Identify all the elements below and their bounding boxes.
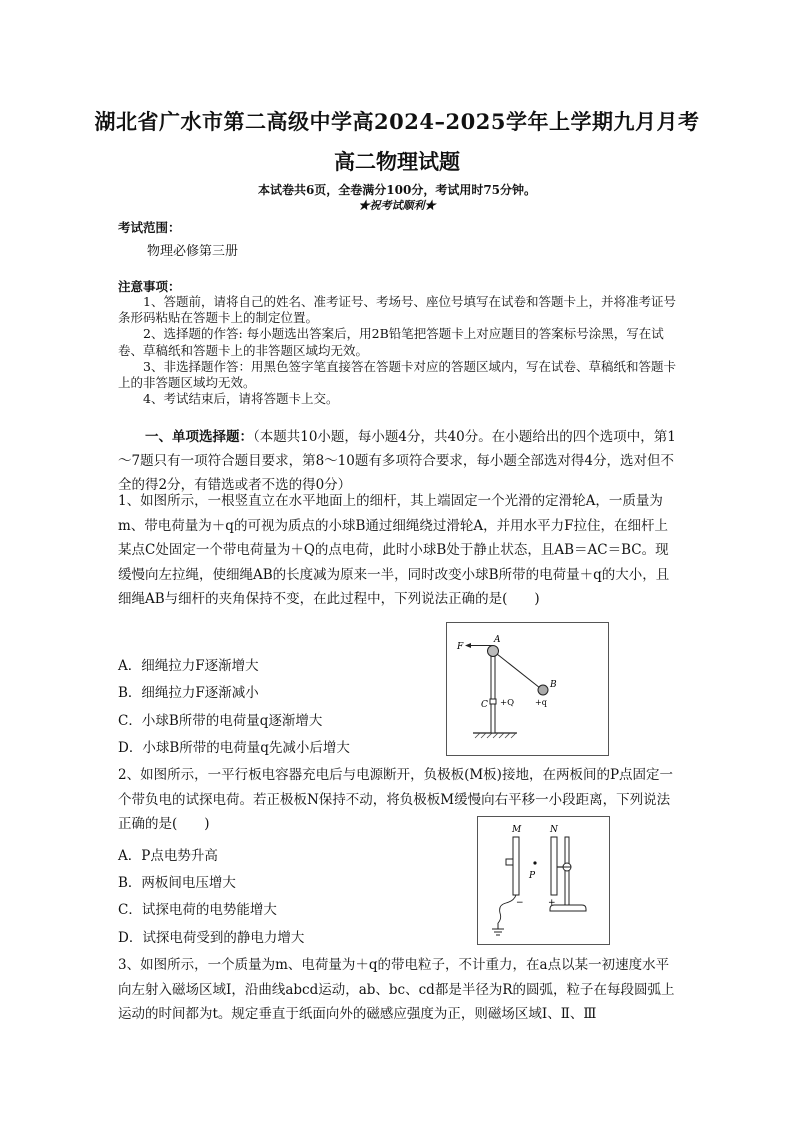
q1-option-b: B．细绳拉力F逐渐减小 [118, 685, 259, 701]
pulley-a [488, 646, 499, 657]
label-m: M [512, 825, 522, 835]
q2-option-a: A．P点电势升高 [118, 848, 218, 864]
question-1-stem: 1、如图所示，一根竖直立在水平地面上的细杆，其上端固定一个光滑的定滑轮A，一质量为m、带电荷量为＋q的可视为质点的小球B通过细绳绕过滑轮A，并用水平力F拉住，在细杆上某点C处固定一个带电荷量为＋Q的点电荷，此时小球B处于静止状态，且AB＝AC＝BC。现缓慢向左拉绳，使细绳AB的长度减为原来一半，同时改变小球B所带的电荷量＋q的大小，且细绳AB与细杆的夹角保持不变，在此过程中，下列说法正确的是( ) [118, 493, 670, 608]
label-a: A [494, 635, 501, 645]
ball-b [538, 685, 548, 695]
label-c: C [481, 700, 488, 710]
note-item: 1、答题前，请将自己的姓名、准考证号、考场号、座位号填写在试卷和答题卡上，并将准考证号条形码粘贴在答题卡上的制定位置。 [118, 294, 676, 326]
vertical-rod [491, 653, 495, 733]
label-n: N [550, 825, 558, 835]
notes-label: 注意事项： [118, 279, 181, 294]
section-heading: 一、单项选择题： [145, 429, 253, 445]
force-arrow [465, 643, 471, 648]
notes-list [118, 294, 678, 407]
exam-slogan: ★祝考试顺利★ [358, 199, 436, 212]
note-item: 2、选择题的作答: 每小题选出答案后，用2B铅笔把答题卡上对应题目的答案标号涂黑，写在试卷、草稿纸和答题卡上的非答题区域均无效。 [118, 326, 664, 358]
stand-rod [565, 837, 569, 909]
section-1 [118, 425, 678, 497]
label-plus: + [548, 898, 556, 908]
label-minus: − [516, 898, 524, 908]
q2-option-b: B．两板间电压增大 [118, 875, 236, 891]
rope-ab [497, 654, 540, 688]
pulley-rod-diagram [447, 623, 608, 755]
question-1-figure [446, 622, 609, 756]
scope-label: 考试范围： [118, 220, 181, 235]
label-f: F [457, 642, 464, 652]
label-q: +q [535, 698, 547, 707]
label-b: B [550, 680, 557, 690]
question-3-stem: 3、如图所示，一个质量为m、电荷量为＋q的带电粒子，不计重力，在a点以某一初速度水平向左射入磁场区域Ⅰ，沿曲线abcd运动，ab、bc、cd都是半径为R的圆弧，粒子在每段圆弧上运动的时间都为t。规定垂直于纸面向外的磁感应强度为正，则磁场区域Ⅰ、Ⅱ、Ⅲ [118, 957, 675, 1023]
question-2-stem: 2、如图所示，一平行板电容器充电后与电源断开，负极板(M板)接地，在两板间的P点固定一个带负电的试探电荷。若正极板N保持不动，将负极板M缓慢向右平移一小段距离，下列说法正确的是( ) [118, 767, 674, 833]
note-item: 3、非选择题作答：用黑色签字笔直接答在答题卡对应的答题区域内，写在试卷、草稿纸和答题卡上的非答题区域均无效。 [118, 358, 676, 391]
capacitor-diagram [478, 817, 609, 944]
q1-option-d: D．小球B所带的电荷量q先减小后增大 [118, 740, 350, 756]
ground-hatch [475, 733, 516, 738]
note-item: 4、考试结束后，请将答题卡上交。 [143, 391, 339, 407]
q2-option-d: D．试探电荷受到的静电力增大 [118, 930, 305, 946]
exam-info: 本试卷共6页，全卷满分100分，考试用时75分钟。 [257, 183, 537, 197]
plate-m [513, 837, 519, 895]
exam-title: 湖北省广水市第二高级中学高2024–2025学年上学期九月月考 [94, 109, 700, 134]
exam-subtitle: 高二物理试题 [334, 149, 460, 174]
point-p [533, 861, 536, 864]
q2-option-c: C．试探电荷的电势能增大 [118, 902, 277, 918]
q1-option-c: C．小球B所带的电荷量q逐渐增大 [118, 713, 323, 729]
section-description: （本题共10小题，每小题4分，共40分。在小题给出的四个选项中，第1～7题只有一项符合题目要求，第8～10题有多项符合要求，每小题全部选对得4分，选对但不全的得2分，有错选或者不选的得0分） [118, 429, 676, 493]
ground-wire [498, 895, 516, 923]
plate-m-holder [506, 859, 513, 865]
label-big-q: +Q [500, 698, 515, 708]
charge-c [490, 699, 496, 704]
question-2-figure [477, 816, 610, 945]
label-p: P [529, 871, 536, 881]
scope-text: 物理必修第三册 [147, 244, 239, 259]
q1-option-a: A．细绳拉力F逐渐增大 [118, 658, 259, 674]
plate-n [551, 837, 557, 895]
